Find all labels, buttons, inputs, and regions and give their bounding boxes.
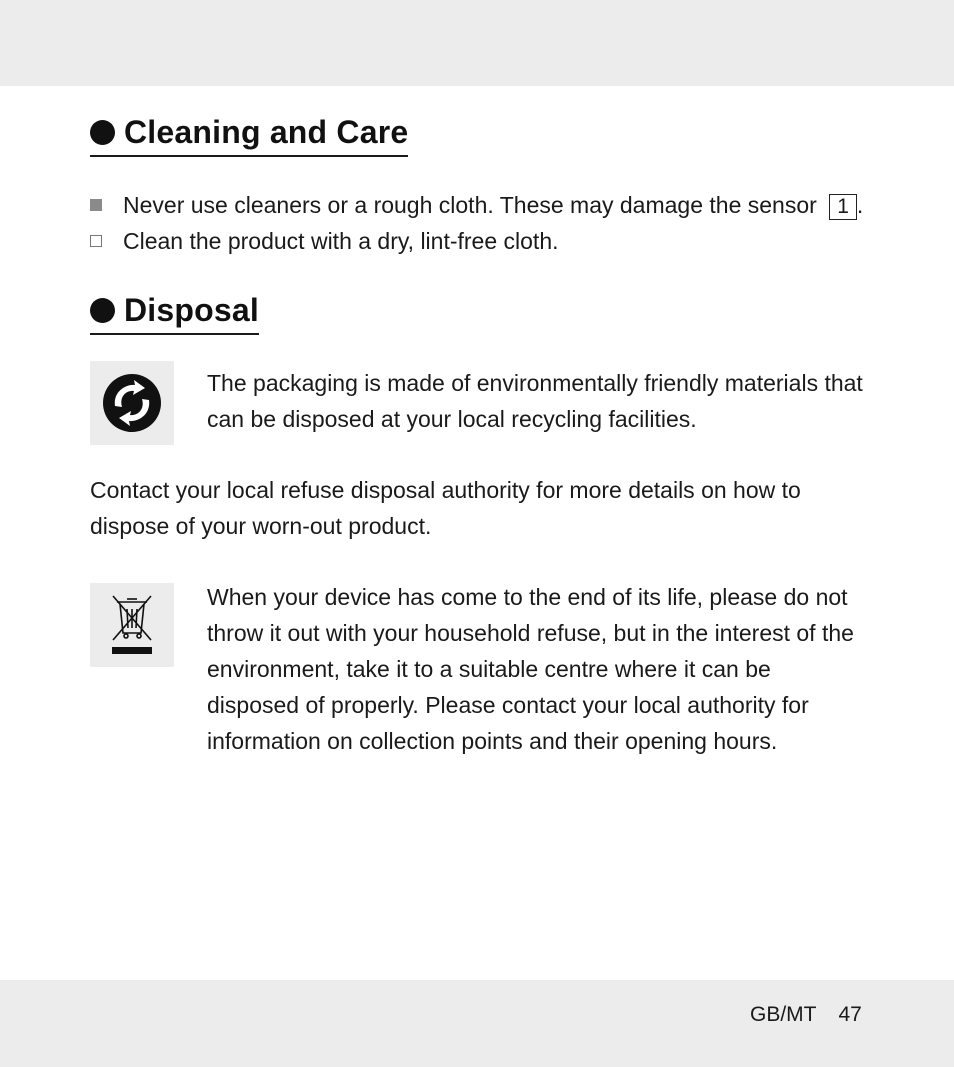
device-disposal-paragraph: When your device has come to the end of its life, please do not throw it out with your household refuse, but in the interest of the environment, take it to a suitable centre where it can be disposed of properly. Please contact your local authority for information on collection points and their opening hours. [207,584,854,754]
list-item-sentence: Never use cleaners or a rough cloth. These may damage the sensor [123,192,817,218]
disposal-title: Disposal [124,292,259,328]
section-heading-disposal [90,290,259,335]
footer-region: GB/MT [750,1003,817,1026]
contact-paragraph: Contact your local refuse disposal authority for more details on how to dispose of your worn-out product. [90,477,801,539]
list-item [90,187,863,223]
cleaning-title: Cleaning and Care [124,114,409,150]
section-heading-cleaning [90,112,408,157]
list-item [90,223,559,259]
list-item-text: Clean the product with a dry, lint-free cloth. [123,228,559,254]
filled-square-bullet-icon [90,199,102,211]
list-item-text [123,187,863,223]
page-footer [750,999,862,1031]
header-band [0,0,954,86]
part-reference-box: 1 [829,194,857,220]
list-item-suffix: . [856,192,864,218]
hollow-square-bullet-icon [90,235,102,247]
packaging-paragraph: The packaging is made of environmentally friendly materials that can be disposed at your local recycling facilities. [207,370,863,432]
crossed-out-wheelie-bin-icon [90,583,174,667]
page-number: 47 [838,1003,862,1026]
green-dot-recycling-icon [90,361,174,445]
bullet-dot-icon [90,298,115,323]
bullet-dot-icon [90,120,115,145]
